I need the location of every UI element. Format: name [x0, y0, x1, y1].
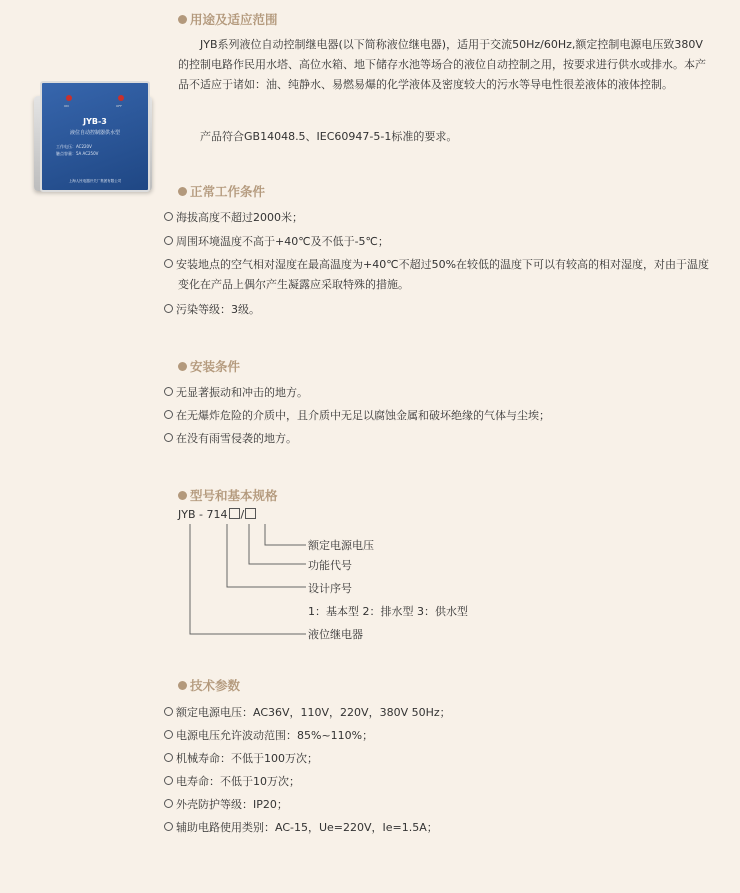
- leader-line-design: [227, 524, 306, 587]
- list-item: 外壳防护等级：IP20；: [164, 795, 288, 815]
- list-item: 海拔高度不超过2000米；: [164, 208, 303, 228]
- list-item: 辅助电路使用类别：AC-15，Ue=220V，Ie=1.5A；: [164, 818, 438, 838]
- diagram-lines: [178, 508, 578, 648]
- list-item: 机械寿命：不低于100万次；: [164, 749, 318, 769]
- product-model: JYB-3: [83, 117, 107, 126]
- product-spec-voltage: 工作电压：AC220V: [56, 144, 92, 149]
- usage-paragraph: JYB系列液位自动控制继电器(以下简称液位继电器)，适用于交流50Hz/60Hz,额定控制电源电压致380V的控制电路作民用水塔、高位水箱、地下储存水池等场合的液位自动控制之用，按要求进行供水或排水。本产品不适应于诸如：油、纯静水、易燃易爆的化学液体及密度较大的污水等导电性很差液体的液体控制。: [178, 38, 706, 91]
- leader-line-function: [249, 524, 306, 564]
- label-rated-voltage: 额定电源电压: [308, 539, 374, 552]
- switch-label: ON: [64, 104, 69, 108]
- product-subtitle: 液位自动控制器供水型: [69, 130, 120, 136]
- product-spec-capacity: 触点容量：5A AC250V: [56, 151, 99, 156]
- bullet-icon: [178, 362, 187, 371]
- code-dash: -: [199, 508, 203, 521]
- circle-bullet-icon: [164, 236, 173, 245]
- model-code-diagram: [178, 508, 578, 648]
- model-code: [178, 508, 257, 521]
- section-title-model: 型号和基本规格: [178, 486, 278, 504]
- list-item: 安装地点的空气相对湿度在最高温度为+40℃不超过50%在较低的温度下可以有较高的相对湿度，对由于温度变化在产品上偶尔产生凝露应采取特殊的措施。: [164, 255, 713, 295]
- code-prefix: JYB: [178, 508, 196, 521]
- bullet-icon: [178, 681, 187, 690]
- circle-bullet-icon: [164, 707, 173, 716]
- section-title-working: 正常工作条件: [178, 182, 265, 200]
- circle-bullet-icon: [164, 822, 173, 831]
- product-spec: [56, 143, 98, 157]
- code-number: 714: [206, 508, 228, 521]
- bullet-icon: [178, 491, 187, 500]
- circle-bullet-icon: [164, 799, 173, 808]
- circle-bullet-icon: [164, 730, 173, 739]
- product-image: [30, 76, 156, 194]
- leader-line-relay: [190, 524, 306, 634]
- label-relay: 液位继电器: [308, 628, 363, 641]
- list-item: 在没有雨雪侵袭的地方。: [164, 429, 297, 449]
- indicator-led-icon: [66, 95, 72, 101]
- function-box-icon: [229, 508, 240, 519]
- list-item: 额定电源电压：AC36V，110V，220V，380V 50Hz；: [164, 703, 451, 723]
- list-item: 污染等级：3级。: [164, 300, 260, 320]
- voltage-box-icon: [245, 508, 256, 519]
- product-panel: [40, 81, 150, 192]
- bullet-icon: [178, 15, 187, 24]
- label-design-number: 设计序号: [308, 582, 352, 595]
- label-types: 1：基本型 2：排水型 3：供水型: [308, 605, 468, 618]
- list-item: 电寿命：不低于10万次；: [164, 772, 300, 792]
- circle-bullet-icon: [164, 212, 173, 221]
- circle-bullet-icon: [164, 753, 173, 762]
- leader-line-voltage: [265, 524, 306, 545]
- circle-bullet-icon: [164, 259, 173, 268]
- label-function-code: 功能代号: [308, 559, 352, 572]
- product-maker: 上海人民电器开关厂集团有限公司: [68, 179, 122, 183]
- code-slash: /: [240, 508, 245, 521]
- usage-standard: 产品符合GB14048.5、IEC60947-5-1标准的要求。: [200, 130, 458, 143]
- circle-bullet-icon: [164, 410, 173, 419]
- list-item: 无显著振动和冲击的地方。: [164, 383, 308, 403]
- circle-bullet-icon: [164, 387, 173, 396]
- section-title-install: 安装条件: [178, 357, 240, 375]
- circle-bullet-icon: [164, 304, 173, 313]
- list-item: 周围环境温度不高于+40℃及不低于-5℃；: [164, 232, 389, 252]
- section-title-tech: 技术参数: [178, 676, 240, 694]
- switch-label: OFF: [116, 104, 122, 108]
- indicator-led-icon: [118, 95, 124, 101]
- circle-bullet-icon: [164, 776, 173, 785]
- circle-bullet-icon: [164, 433, 173, 442]
- section-title-usage: 用途及适应范围: [178, 10, 278, 28]
- list-item: 在无爆炸危险的介质中，且介质中无足以腐蚀金属和破坏绝缘的气体与尘埃；: [164, 406, 550, 426]
- list-item: 电源电压允许波动范围：85%~110%；: [164, 726, 373, 746]
- bullet-icon: [178, 187, 187, 196]
